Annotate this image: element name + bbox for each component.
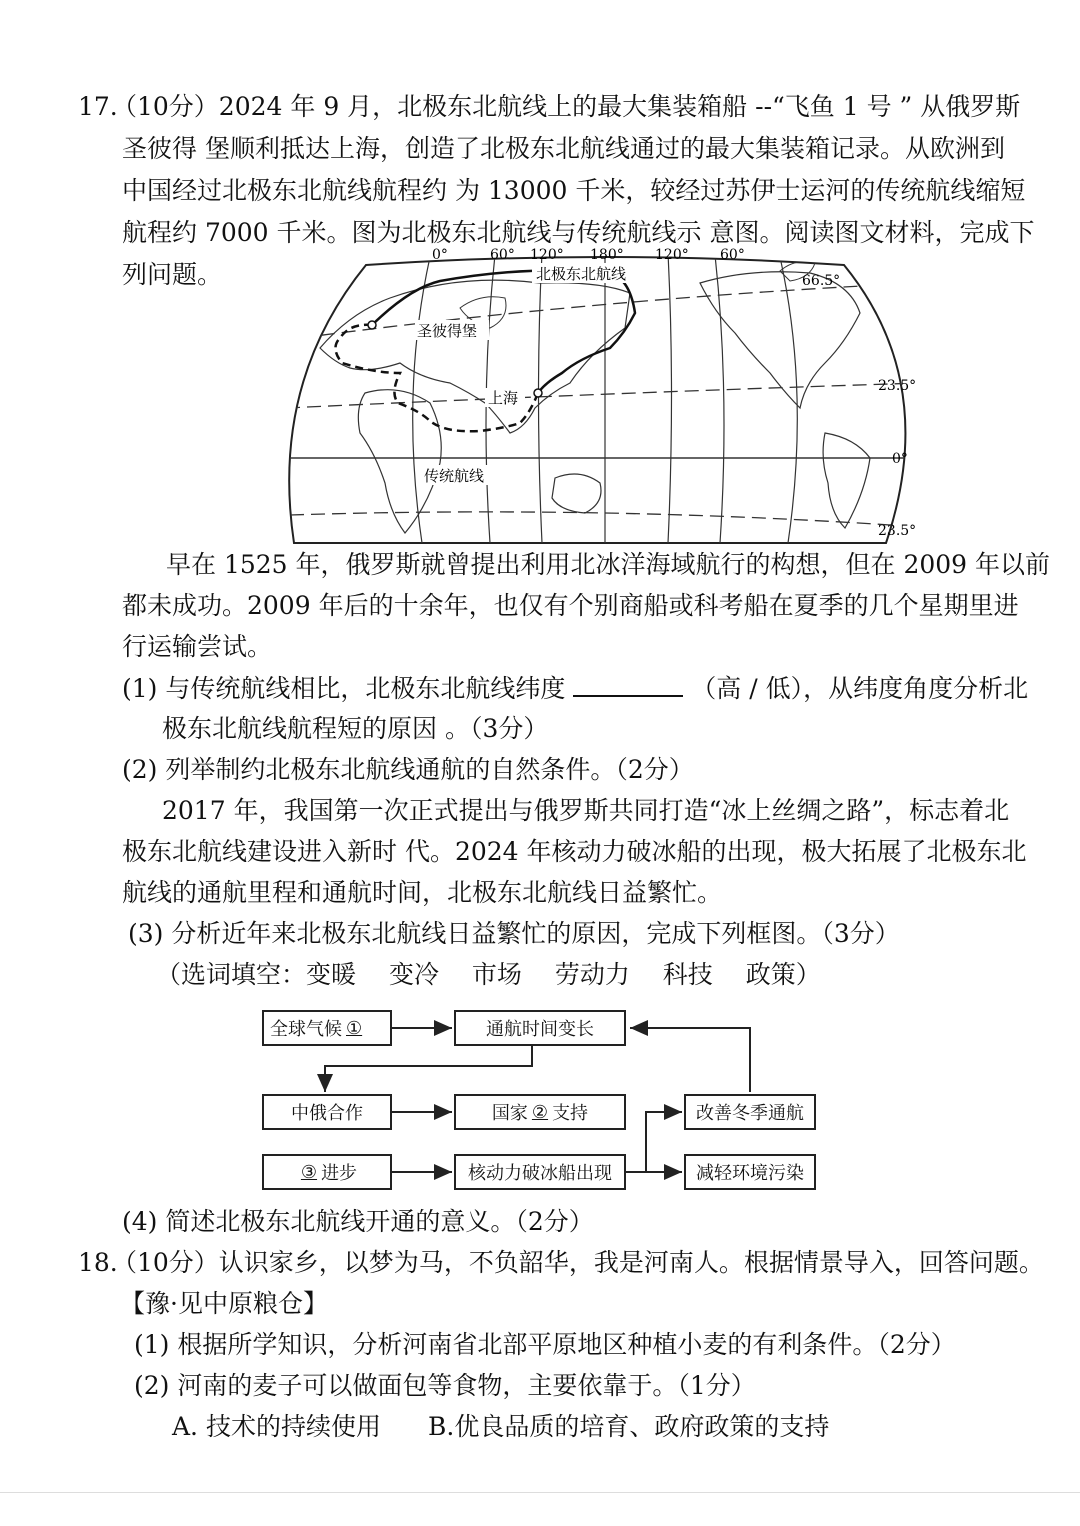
q17-intro-line1: （10分）2024 年 9 月，北极东北航线上的最大集装箱船 --“飞鱼 1 号 ” 从俄罗斯 [112,92,1021,121]
flow-box-pollution [684,1154,816,1190]
q18-number: 18. [78,1248,118,1277]
q17-sub1-line2: 极东北航线航程短的原因 。（3分） [162,714,549,743]
q17-intro-line3: 中国经过北极东北航线航程约 为 13000 千米，较经过苏伊士运河的传统航线缩短 [122,176,1026,205]
flow-icebreaker-label: 核动力破冰船出现 [468,1163,612,1184]
flow-box-winter [684,1094,816,1130]
lon-label-2: 60° [490,247,515,263]
q18-sub1: (1) 根据所学知识，分析河南省北部平原地区种植小麦的有利条件。（2分） [134,1330,956,1359]
traditional-route-label: 传统航线 [424,467,485,485]
q17-sub3: (3) 分析近年来北极东北航线日益繁忙的原因，完成下列框图。（3分） [128,919,900,948]
q17-para2-line2: 都未成功。2009 年后的十余年，也仅有个别商船或科考船在夏季的几个星期里进 [122,591,1019,620]
lat-label-665: 66.5° [802,273,841,289]
q17-para3-line2: 极东北航线建设进入新时 代。2024 年核动力破冰船的出现，极大拓展了北极东北 [122,837,1027,866]
q17-sub2: (2) 列举制约北极东北航线通航的自然条件。（2分） [122,755,694,784]
flow-box-climate [262,1010,392,1046]
lat-label-235s: 23.5° [878,523,917,539]
lon-label-3: 120° [530,247,564,263]
flow-support-label: 支持 [552,1103,589,1124]
lon-label-5: 120° [655,247,689,263]
flow-box-nav-time [454,1010,626,1046]
q18-section-title: 【豫·见中原粮仓】 [120,1289,328,1318]
lon-label-6: 60° [720,247,745,263]
flow-climate-label: 全球气候 [270,1019,342,1040]
q17-sub3-word-bank: （选词填空：变暖 变冷 市场 劳动力 科技 政策） [156,960,821,989]
flow-pollution-label: 减轻环境污染 [696,1163,804,1184]
flow-winter-label: 改善冬季通航 [696,1103,804,1124]
q17-intro-line5: 列问题。 [122,260,223,289]
q17-intro-line4: 航程约 7000 千米。图为北极东北航线与传统航线示 意图。阅读图文材料，完成下 [122,218,1035,247]
flow-box-policy [454,1094,626,1130]
flow-box-cooperation [262,1094,392,1130]
q18-option-a[interactable]: A. 技术的持续使用 [172,1412,381,1441]
flow-nav-time-label: 通航时间变长 [486,1019,594,1040]
q17-sub1-text-b: （高 / 低），从纬度角度分析北 [691,674,1029,703]
flow-box-tech [262,1154,392,1190]
lat-label-235n: 23.5° [878,378,917,394]
shanghai-label: 上海 [488,389,519,407]
lon-label-4: 180° [590,247,624,263]
flow-box-icebreaker [454,1154,626,1190]
q18-option-b[interactable]: B.优良品质的培育、政府政策的支持 [428,1412,830,1441]
page-bottom-divider [0,1492,1080,1493]
q17-para3-line1: 2017 年，我国第一次正式提出与俄罗斯共同打造“冰上丝绸之路”，标志着北 [162,796,1010,825]
q17-para2-line3: 行运输尝试。 [122,632,273,661]
q17-para3-line3: 航线的通航里程和通航时间，北极东北航线日益繁忙。 [122,878,723,907]
q17-para2-line1: 早在 1525 年，俄罗斯就曾提出利用北冰洋海域航行的构想，但在 2009 年以前 [166,550,1051,579]
flow-cooperation-label: 中俄合作 [291,1103,363,1124]
flow-progress-label: 进步 [321,1163,358,1184]
flow-blank-1[interactable]: ① [346,1017,363,1039]
q17-intro-line2: 圣彼得 堡顺利抵达上海，创造了北极东北航线通过的最大集装箱记录。从欧洲到 [122,134,1005,163]
arctic-route-label: 北极东北航线 [536,265,627,283]
flow-blank-2[interactable]: ② [531,1101,549,1123]
lon-label-1: 0° [432,247,448,263]
q18-sub2: (2) 河南的麦子可以做面包等食物，主要依靠于。（1分） [134,1371,756,1400]
q17-sub1-text-a: (1) 与传统航线相比，北极东北航线纬度 [122,674,566,703]
stpetersburg-label: 圣彼得堡 [417,322,478,340]
lat-label-0: 0° [892,451,908,467]
q17-sub4: (4) 简述北极东北航线开通的意义。（2分） [122,1207,594,1236]
flow-blank-3[interactable]: ③ [300,1161,318,1183]
flow-country-label: 国家 [491,1103,528,1124]
q17-number: 17. [78,92,118,121]
q18-intro: （10分）认识家乡，以梦为马，不负韶华，我是河南人。根据情景导入，回答问题。 [112,1248,1044,1277]
